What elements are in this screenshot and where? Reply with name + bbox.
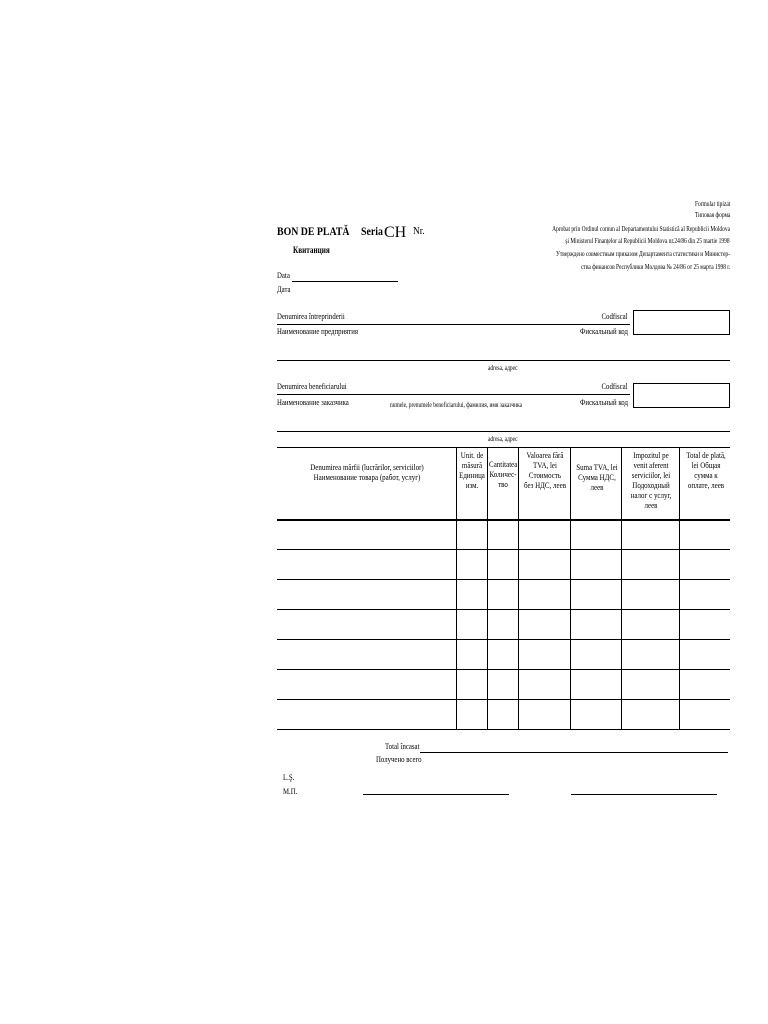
seria-label: Seria bbox=[361, 224, 383, 238]
approval-line-1: Aprobat prin Ordinul comun al Departamentului Statistică al Republicii Moldova bbox=[552, 225, 730, 233]
number-label: Nr. bbox=[413, 225, 425, 237]
enterprise-fiscal-label-ro: Codfiscal bbox=[601, 311, 628, 321]
document-title: BON DE PLATĂ bbox=[277, 224, 350, 238]
column-header-goods: Denumirea mărfii (lucrărilor, serviciilor) Наименование товара (работ, услуг) bbox=[310, 462, 424, 482]
table-row[interactable] bbox=[277, 639, 730, 640]
beneficiary-fiscal-code-box[interactable] bbox=[633, 383, 730, 408]
column-header-total: Total de plată, lei Общая сумма к оплате, леев bbox=[686, 450, 726, 490]
total-received-label-ru: Получено всего bbox=[376, 754, 422, 764]
column-header-vat-sum: Suma TVA, lei Сумма НДС, леев bbox=[576, 462, 618, 492]
total-received-line[interactable] bbox=[420, 752, 728, 753]
enterprise-address-line[interactable] bbox=[277, 360, 730, 361]
column-header-income-tax: Impozitul pe venit aferent serviciilor, lei Подоходный налог с услуг, леев bbox=[630, 450, 672, 510]
beneficiary-name-label-ru: Наименование заказчика bbox=[277, 397, 349, 407]
enterprise-name-line[interactable] bbox=[277, 324, 630, 325]
beneficiary-name-line[interactable] bbox=[277, 394, 630, 395]
column-header-unit: Unit. de măsură Единица изм. bbox=[459, 450, 485, 490]
enterprise-name-label-ru: Наименование предприятия bbox=[277, 326, 359, 336]
column-header-quantity: Cantitatea Количес-тво bbox=[489, 459, 518, 489]
form-type-ru: Типовая форма bbox=[694, 211, 730, 219]
enterprise-address-caption: adresa, адрес bbox=[488, 364, 518, 372]
enterprise-fiscal-label-ru: Фискальный код bbox=[580, 326, 628, 336]
table-top-border bbox=[277, 447, 730, 448]
enterprise-fiscal-code-box[interactable] bbox=[633, 310, 730, 335]
approval-line-2: şi Ministerul Finanţelor al Republicii Moldova nr.24/86 din 25 martie 1998 bbox=[565, 237, 730, 245]
enterprise-name-label-ro: Denumirea întreprinderii bbox=[277, 311, 345, 321]
date-label-ru: Дата bbox=[277, 284, 291, 294]
table-row[interactable] bbox=[277, 609, 730, 610]
table-row[interactable] bbox=[277, 669, 730, 670]
beneficiary-address-caption: adresa, адрес bbox=[488, 435, 518, 443]
table-row[interactable] bbox=[277, 729, 730, 730]
signature-line-2[interactable] bbox=[571, 794, 717, 795]
beneficiary-address-line[interactable] bbox=[277, 431, 730, 432]
table-row[interactable] bbox=[277, 579, 730, 580]
date-field-line[interactable] bbox=[292, 281, 398, 282]
table-row[interactable] bbox=[277, 699, 730, 700]
date-label-ro: Data bbox=[277, 270, 290, 280]
beneficiary-fiscal-label-ro: Codfiscal bbox=[601, 381, 628, 391]
beneficiary-name-note: numele, prenumele beneficiarului, фамилия, имя заказчика bbox=[390, 401, 523, 409]
stamp-label-ru: М.П. bbox=[283, 786, 298, 796]
approval-line-3: Утверждено совместным приказом Департамента статистики и Министер- bbox=[556, 250, 730, 258]
total-received-label-ro: Total încasat bbox=[385, 741, 420, 751]
table-row[interactable] bbox=[277, 549, 730, 550]
stamp-label-ro: L.Ş. bbox=[283, 772, 295, 782]
table-header-border bbox=[277, 519, 730, 521]
document-subtitle: Квитанция bbox=[293, 245, 330, 255]
approval-line-4: ства финансов Республики Молдова № 24/86 от 25 марта 1998 г. bbox=[580, 263, 730, 271]
beneficiary-fiscal-label-ru: Фискальный код bbox=[580, 397, 628, 407]
signature-line-1[interactable] bbox=[363, 794, 509, 795]
form-type-ro: Formular tipizat bbox=[694, 200, 730, 208]
beneficiary-name-label-ro: Denumirea beneficiarului bbox=[277, 381, 347, 391]
seria-value: CH bbox=[384, 224, 407, 241]
column-header-value-no-vat: Valoarea fără TVA, lei Стоимость без НДС, леев bbox=[523, 450, 566, 490]
